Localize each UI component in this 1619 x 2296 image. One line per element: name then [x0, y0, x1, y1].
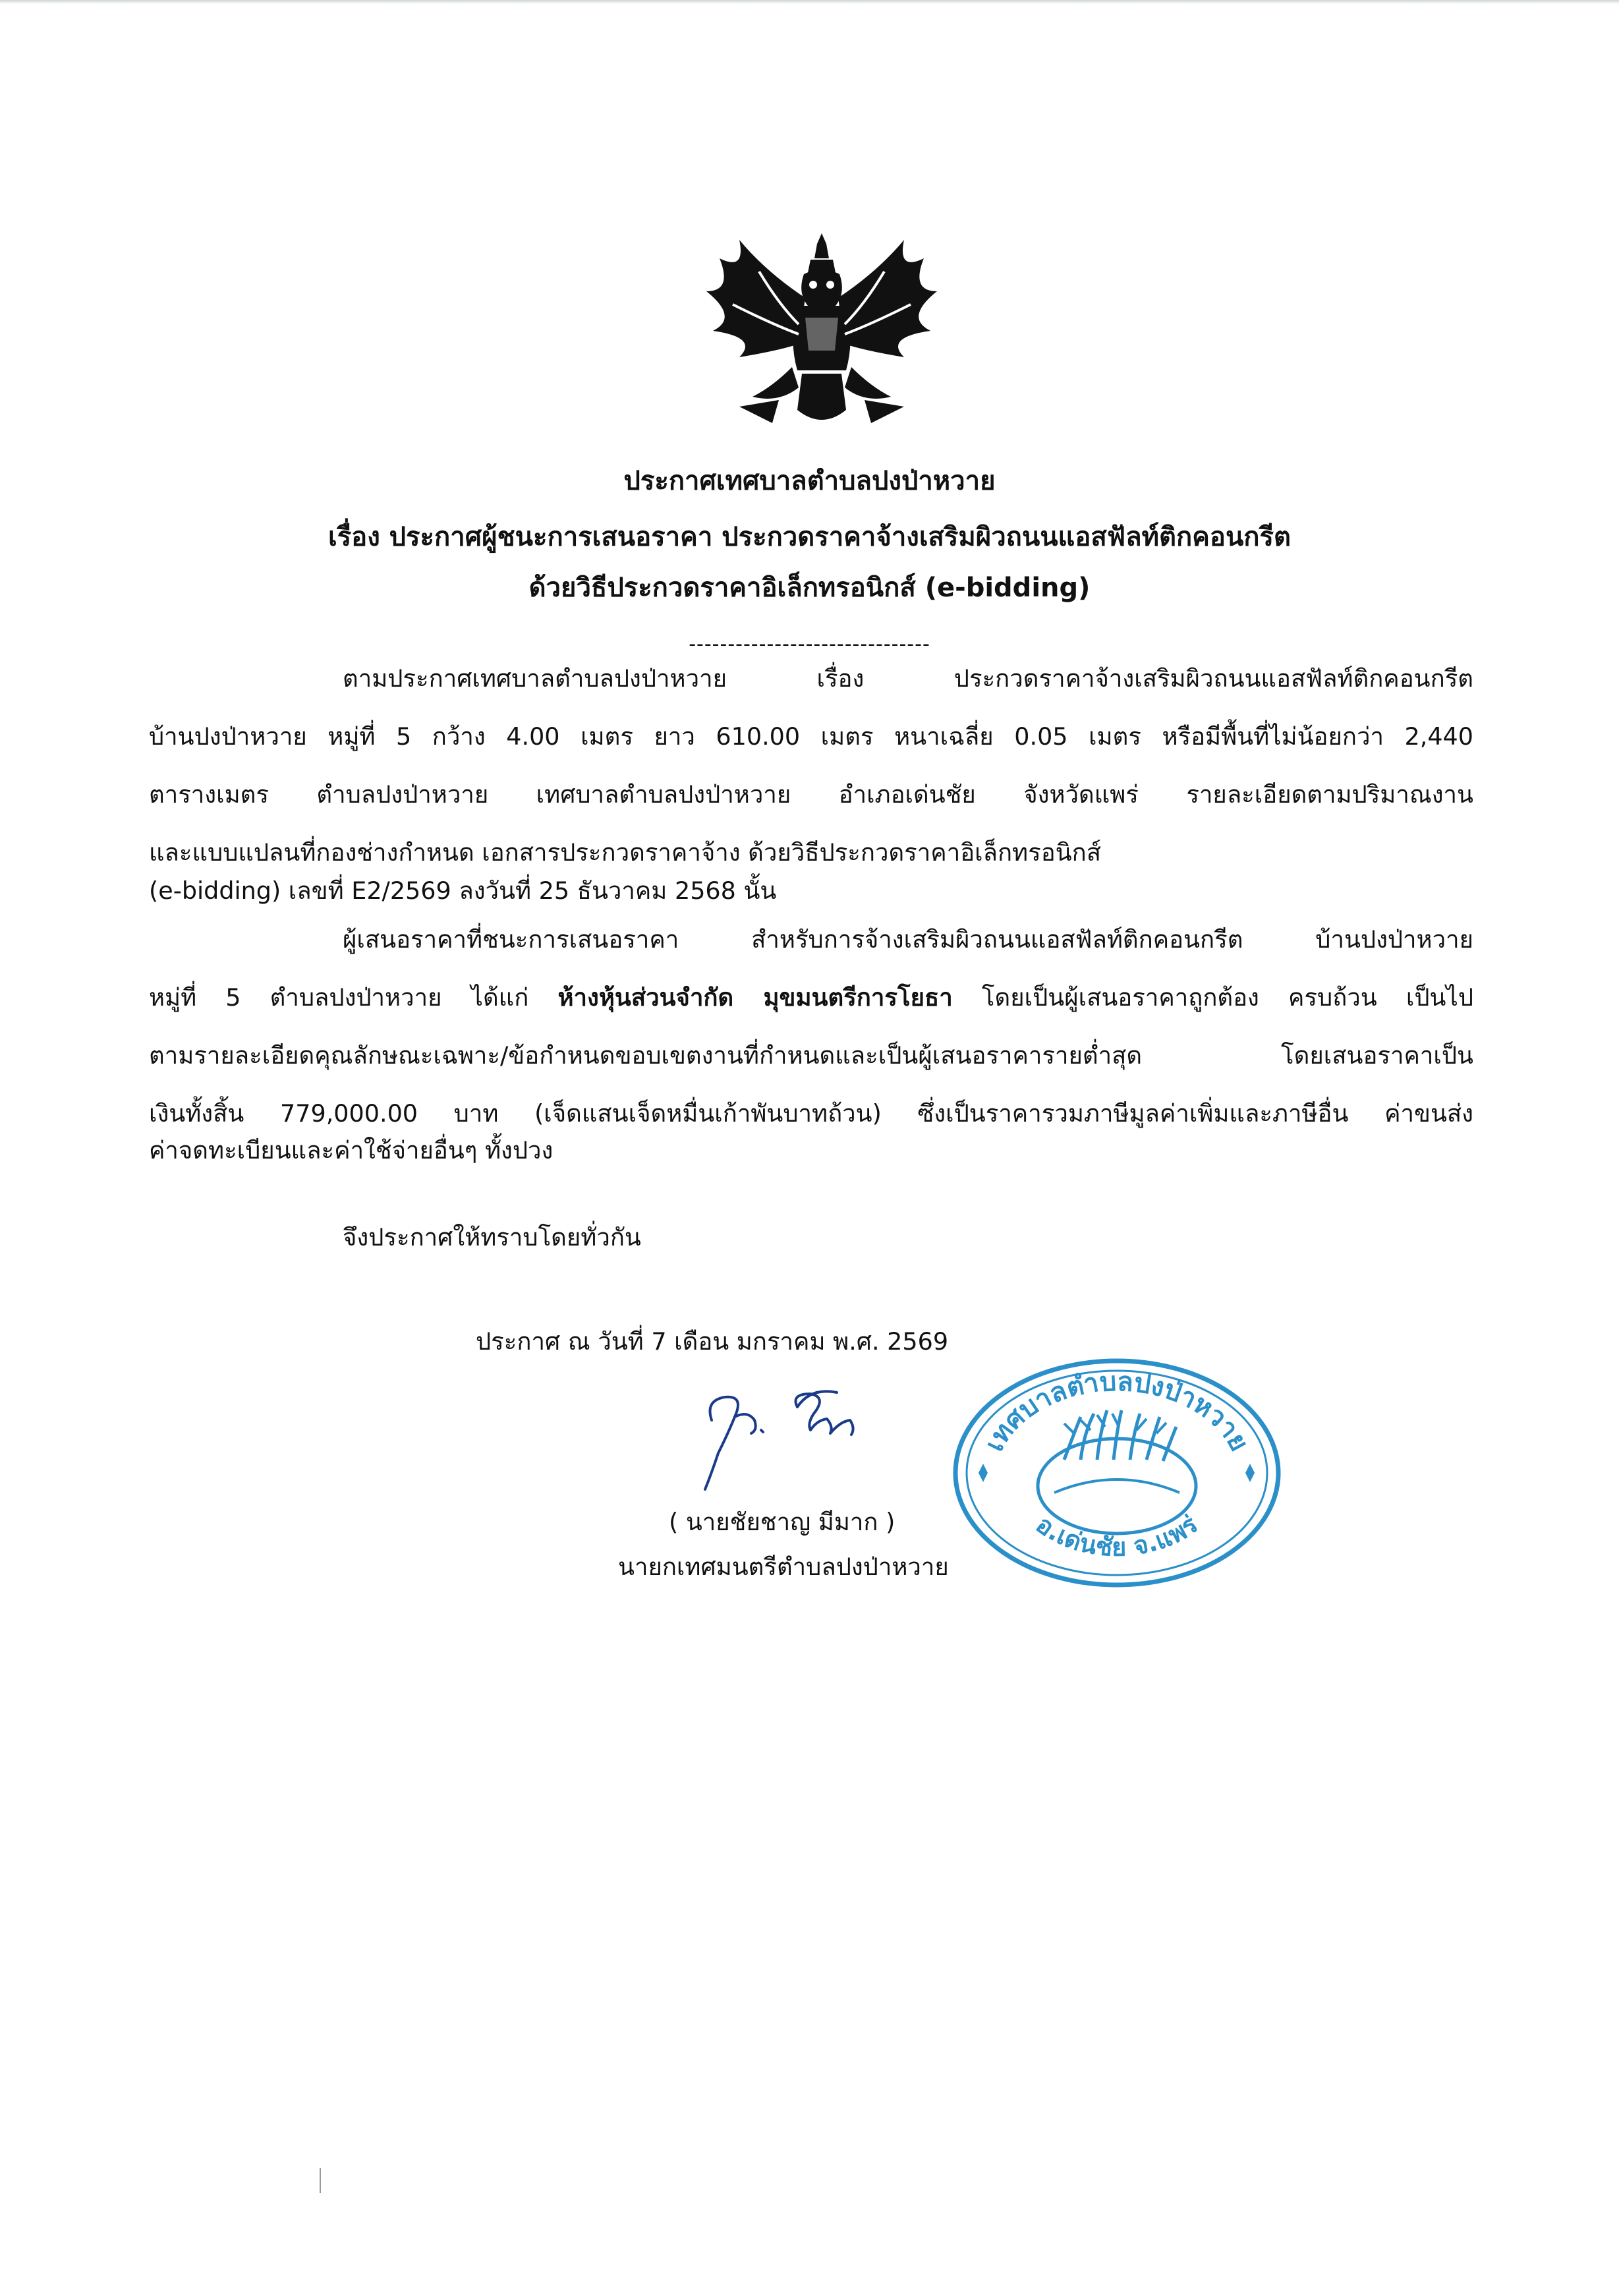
paragraph-1-line: และแบบแปลนที่กองช่างกำหนด เอกสารประกวดราคาจ้าง ด้วยวิธีประกวดราคาอิเล็กทรอนิกส์ [149, 838, 1101, 867]
paragraph-1-line: ตารางเมตร ตำบลปงป่าหวาย เทศบาลตำบลปงป่าหวาย อำเภอเด่นชัย จังหวัดแพร่ รายละเอียดตามปริมาณงาน [149, 780, 1473, 809]
signer-position: นายกเทศมนตรีตำบลปงป่าหวาย [618, 1553, 949, 1581]
seal-bottom-text: อ.เด่นชัย จ.แพร่ [1031, 1509, 1203, 1562]
paragraph-2-line: ตามรายละเอียดคุณลักษณะเฉพาะ/ข้อกำหนดขอบเขตงานที่กำหนดและเป็นผู้เสนอราคารายต่ำสุด โดยเสนอราคาเป็น [149, 1041, 1473, 1070]
paragraph-2-text: โดยเป็นผู้เสนอราคาถูกต้อง ครบถ้วน เป็นไป [952, 983, 1473, 1012]
scan-edge [0, 0, 1619, 4]
announcement-date: ประกาศ ณ วันที่ 7 เดือน มกราคม พ.ศ. 2569 [476, 1327, 949, 1356]
divider: ------------------------------- [689, 633, 930, 656]
garuda-emblem-icon [700, 232, 944, 431]
seal-top-text: เทศบาลตำบลปงป่าหวาย [979, 1366, 1255, 1456]
handwritten-signature [698, 1381, 896, 1496]
svg-text:อ.เด่นชัย จ.แพร่ [1031, 1510, 1203, 1562]
paragraph-1-line: (e-bidding) เลขที่ E2/2569 ลงวันที่ 25 ธันวาคม 2568 นั้น [149, 876, 777, 905]
closing-statement: จึงประกาศให้ทราบโดยทั่วกัน [343, 1223, 641, 1251]
signer-name: ( นายชัยชาญ มีมาก ) [669, 1508, 895, 1536]
paragraph-1-line: บ้านปงป่าหวาย หมู่ที่ 5 กว้าง 4.00 เมตร ยาว 610.00 เมตร หนาเฉลี่ย 0.05 เมตร หรือมีพื้นที่ไม่น้อยกว่า 2,440 [149, 722, 1473, 751]
announcement-subject: เรื่อง ประกาศผู้ชนะการเสนอราคา ประกวดราคาจ้างเสริมผิวถนนแอสฟัลท์ติกคอนกรีต [328, 522, 1291, 552]
paragraph-2-line: ค่าจดทะเบียนและค่าใช้จ่ายอื่นๆ ทั้งปวง [149, 1136, 554, 1164]
scan-mark [320, 2168, 321, 2193]
procurement-method: ด้วยวิธีประกวดราคาอิเล็กทรอนิกส์ (e-bidding) [528, 573, 1091, 603]
official-seal-stamp [949, 1354, 1285, 1592]
paragraph-2-line: เงินทั้งสิ้น 779,000.00 บาท (เจ็ดแสนเจ็ดหมื่นเก้าพันบาทถ้วน) ซึ่งเป็นราคารวมภาษีมูลค่าเพิ่มและภาษีอื่น ค่าขนส่ง [149, 1099, 1473, 1128]
paragraph-2-line: ผู้เสนอราคาที่ชนะการเสนอราคา สำหรับการจ้างเสริมผิวถนนแอสฟัลท์ติกคอนกรีต บ้านปงป่าหวาย [343, 925, 1473, 954]
paragraph-2-line [149, 983, 1473, 1012]
paragraph-2-text: หมู่ที่ 5 ตำบลปงป่าหวาย ได้แก่ [149, 983, 558, 1012]
winner-name: ห้างหุ้นส่วนจำกัด มุขมนตรีการโยธา [557, 983, 953, 1012]
announcement-title: ประกาศเทศบาลตำบลปงป่าหวาย [623, 466, 996, 496]
paragraph-1-line: ตามประกาศเทศบาลตำบลปงป่าหวาย เรื่อง ประกวดราคาจ้างเสริมผิวถนนแอสฟัลท์ติกคอนกรีต [343, 664, 1473, 693]
